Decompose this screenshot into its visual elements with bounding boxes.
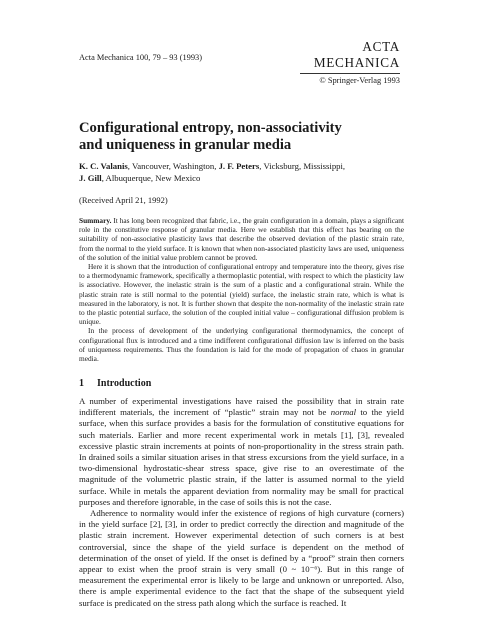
abstract-text-1: It has long been recognized that fabric, i.e., the grain configuration in a domain, plays a significant role in the constitutive response of granular media. Here we establish that this effect has bearing on the suitability of non-associative plasticity laws that describe the observed deviation of the plastic strain rate, from the normal to the yield surface. It is known that when non-associated plasticity laws are used, uniqueness of the solution of the initial value problem cannot be proved.: [79, 216, 404, 262]
abstract-paragraph: [79, 216, 404, 262]
abstract-paragraph: In the process of development of the underlying configurational thermodynamics, the concept of configurational flux is introduced and a time indifferent configurational diffusion law is inferred on the basis of uniqueness requirements. Thus the foundation is laid for the mode of propagation of chaos in granular media.: [79, 326, 404, 364]
section-heading: [79, 378, 151, 389]
summary-label: Summary.: [79, 216, 112, 225]
abstract-paragraph: Here it is shown that the introduction of configurational entropy and temperature into the theory, gives rise to a thermodynamic framework, specifically a thermoplastic potential, with respect to which the plasticity law is associative. However, the inelastic strain is the sum of a plastic and a configurational strain. While the plastic strain rate is still normal to the potential (yield) surface, the inelastic strain rate, which is what is measured in the laboratory, is not. It is further shown that despite the non-normality of the inelastic strain rate to the plastic potential surface, the solution of the coupled initial value – configurational diffusion problem is unique.: [79, 262, 404, 327]
section-title: Introduction: [97, 378, 152, 389]
abstract: [79, 216, 404, 363]
title-line-2: and uniqueness in granular media: [79, 137, 292, 153]
article-title: [79, 120, 409, 154]
author-valanis-location: , Vancouver, Washington,: [127, 161, 219, 171]
author-peters: J. F. Peters: [218, 161, 260, 171]
body-paragraph: [79, 396, 404, 508]
author-gill-location: , Albuquerque, New Mexico: [101, 172, 201, 183]
author-valanis: K. C. Valanis: [79, 161, 128, 171]
body-text-1b: to the yield surface, when this surface provides a basis for the formulation of constitutive equations for such materials. Earlier and more recent experimental work in metals [1], [3], revealed excessive plastic strain increments at points of non-proportionality in the stress strain path. In drained soils a similar situation arises in that stress excursions from the yield surface, in a two-dimensional hydrostatic-shear stress space, give rise to an overestimate of the magnitude of the volumetric plastic strain, if the latter is assumed normal to the yield surface. While in metals the apparent deviation from normality may be small for practical purposes and therefore ignorable, in the case of soils this is not the case.: [79, 407, 404, 507]
author-gill: J. Gill: [79, 172, 102, 183]
journal-citation: Acta Mechanica 100, 79 – 93 (1993): [79, 53, 203, 62]
journal-header: [300, 39, 400, 85]
received-date: (Received April 21, 1992): [79, 195, 168, 205]
author-list: [79, 161, 409, 184]
author-peters-location: , Vicksburg, Mississippi,: [259, 161, 346, 171]
body-paragraph: Adherence to normality would infer the existence of regions of high curvature (corners) in the yield surface [2], [3], in order to predict correctly the direction and magnitude of the plastic strain increment. However experimental detection of such corners is at best controversial, since the shape of the yield surface is dependent on the method of determination of the onset of yield. If the onset is defined by a “proof” strain then corners appear to exist when the proof strain is very small (0 ~ 10⁻⁶). But in this range of measurement the experimental error is likely to be large and unknown or unreported. Also, there is ample experimental evidence to the fact that the shape of the subsequent yield surface is predicated on the stress path along which the surface is reached. It: [79, 508, 404, 608]
title-line-1: Configurational entropy, non-associativity: [79, 120, 342, 136]
header-rule: [300, 73, 400, 74]
journal-title: ACTA MECHANICA: [313, 39, 400, 70]
body-text: [79, 396, 404, 609]
copyright-notice: © Springer-Verlag 1993: [319, 76, 400, 85]
section-number: 1: [79, 378, 84, 389]
body-text-1a: A number of experimental investigations have raised the possibility that in strain rate indifferent materials, the increment of “plastic” strain may not be: [79, 396, 404, 418]
emphasis-normal: normal: [330, 407, 357, 418]
